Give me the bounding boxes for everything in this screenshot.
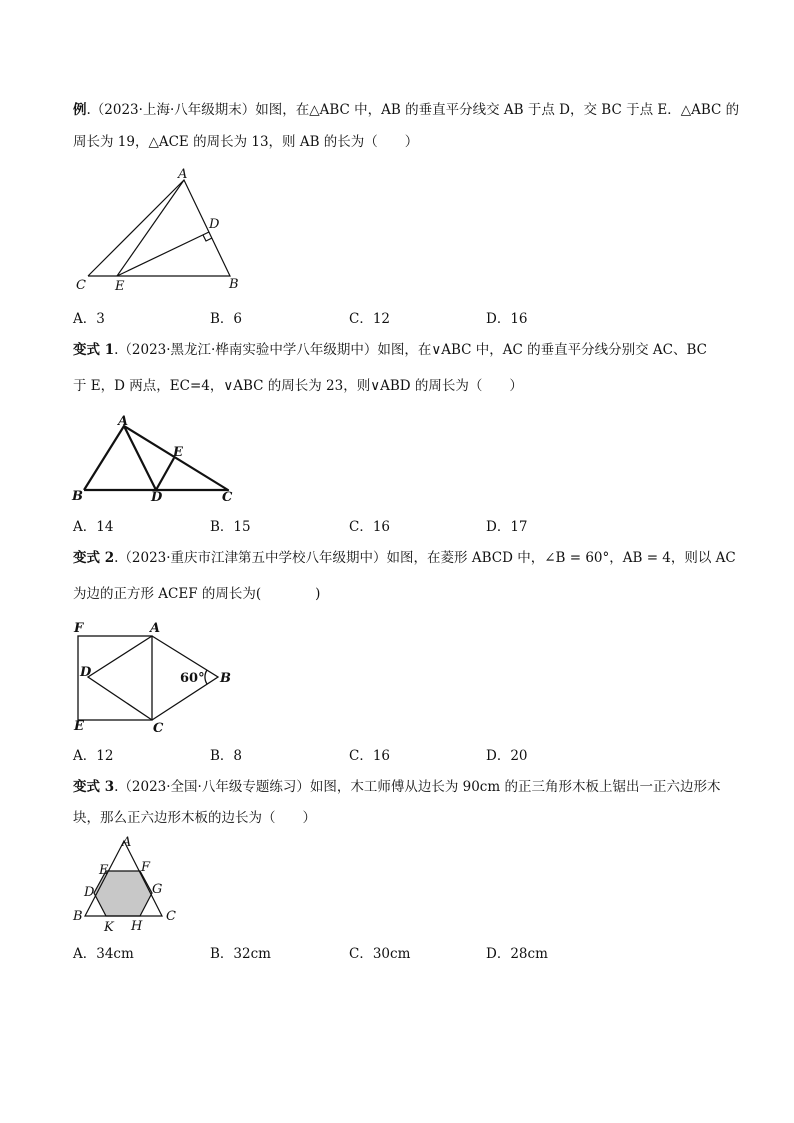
q4-figure	[70, 836, 185, 934]
q1-text-line1	[73, 100, 739, 120]
q3-option-c[interactable]: C．16	[349, 748, 391, 764]
q3-option-a[interactable]: A．12	[73, 748, 114, 764]
q1-text-line2: 周长为 19，△ACE 的周长为 13，则 AB 的长为（ ）	[73, 134, 419, 150]
q3-option-d[interactable]: D．20	[486, 748, 528, 764]
q4-option-a[interactable]: A．34cm	[73, 946, 134, 962]
q2-option-d[interactable]: D．17	[486, 519, 528, 535]
q2-label-e: E	[173, 445, 183, 460]
q4-option-b[interactable]: B．32cm	[210, 946, 271, 962]
q3-text-line1	[73, 548, 736, 568]
q4-text-line2: 块，那么正六边形木板的边长为（ ）	[73, 810, 316, 826]
q2-option-b[interactable]: B．15	[210, 519, 251, 535]
q1-segment-ae	[117, 180, 184, 276]
q4-label-f: F	[141, 860, 151, 875]
q1-option-c[interactable]: C．12	[349, 311, 391, 327]
q4-label-e: E	[99, 863, 109, 878]
q2-option-c[interactable]: C．16	[349, 519, 391, 535]
q3-prefix: 变式 2	[73, 550, 115, 566]
q1-segment-ed	[117, 232, 209, 276]
q4-text-line1	[73, 777, 720, 797]
q2-figure	[70, 412, 240, 504]
q3-angle-arc	[205, 670, 207, 684]
q1-label-d: D	[209, 217, 220, 232]
q4-label-c: C	[166, 909, 176, 924]
q4-label-k: K	[104, 920, 114, 934]
q1-label-e: E	[115, 279, 125, 293]
q4-label-h: H	[131, 919, 143, 934]
q3-figure	[70, 618, 240, 736]
q4-label-g: G	[152, 882, 163, 897]
q2-text-line2: 于 E，D 两点，EC=4，∨ABC 的周长为 23，则∨ABD 的周长为（ ）	[73, 378, 523, 394]
q2-label-d: D	[151, 490, 163, 504]
q3-option-b[interactable]: B．8	[210, 748, 243, 764]
q2-prefix: 变式 1	[73, 342, 115, 358]
q2-text-line1	[73, 340, 707, 360]
q2-label-c: C	[222, 490, 233, 504]
q1-prefix: 例	[73, 102, 87, 118]
q2-triangle-abc	[84, 426, 228, 490]
q2-stem-1: .（2023·黑龙江·桦南实验中学八年级期中）如图，在∨ABC 中，AC 的垂直平分线分别交 AC、BC	[114, 342, 707, 358]
q3-label-b: B	[220, 671, 231, 686]
q2-option-a[interactable]: A．14	[73, 519, 114, 535]
q1-option-b[interactable]: B．6	[210, 311, 243, 327]
q1-label-b: B	[229, 277, 239, 292]
q4-label-a: A	[122, 836, 132, 850]
q4-label-d: D	[84, 885, 95, 900]
q1-option-d[interactable]: D．16	[486, 311, 528, 327]
q1-figure	[72, 168, 247, 293]
q4-stem-1: .（2023·全国·八年级专题练习）如图，木工师傅从边长为 90cm 的正三角形木板上锯出一正六边形木	[114, 779, 721, 795]
q4-option-c[interactable]: C．30cm	[349, 946, 411, 962]
q3-stem-1: .（2023·重庆市江津第五中学校八年级期中）如图，在菱形 ABCD 中，∠B = 60°，AB = 4，则以 AC	[114, 550, 736, 566]
q3-rhombus-left	[88, 636, 152, 720]
q2-segment-de	[156, 458, 174, 490]
q3-label-f: F	[74, 621, 84, 636]
q1-label-a: A	[178, 168, 188, 182]
q2-label-b: B	[72, 489, 83, 504]
q4-option-d[interactable]: D．28cm	[486, 946, 548, 962]
q1-stem-1: .（2023·上海·八年级期末）如图，在△ABC 中，AB 的垂直平分线交 AB 于点 D，交 BC 于点 E．△ABC 的	[86, 102, 740, 118]
q3-label-a: A	[150, 621, 161, 636]
q3-label-c: C	[153, 721, 164, 736]
q1-option-a[interactable]: A．3	[73, 311, 105, 327]
q3-label-e: E	[74, 719, 84, 734]
q2-label-a: A	[118, 414, 129, 429]
q3-text-line2: 为边的正方形 ACEF 的周长为( )	[73, 586, 321, 602]
q1-label-c: C	[76, 278, 86, 293]
q4-label-b: B	[73, 909, 83, 924]
q3-angle-label: 60°	[180, 671, 205, 686]
q4-prefix: 变式 3	[73, 779, 115, 795]
q3-label-d: D	[80, 665, 92, 680]
